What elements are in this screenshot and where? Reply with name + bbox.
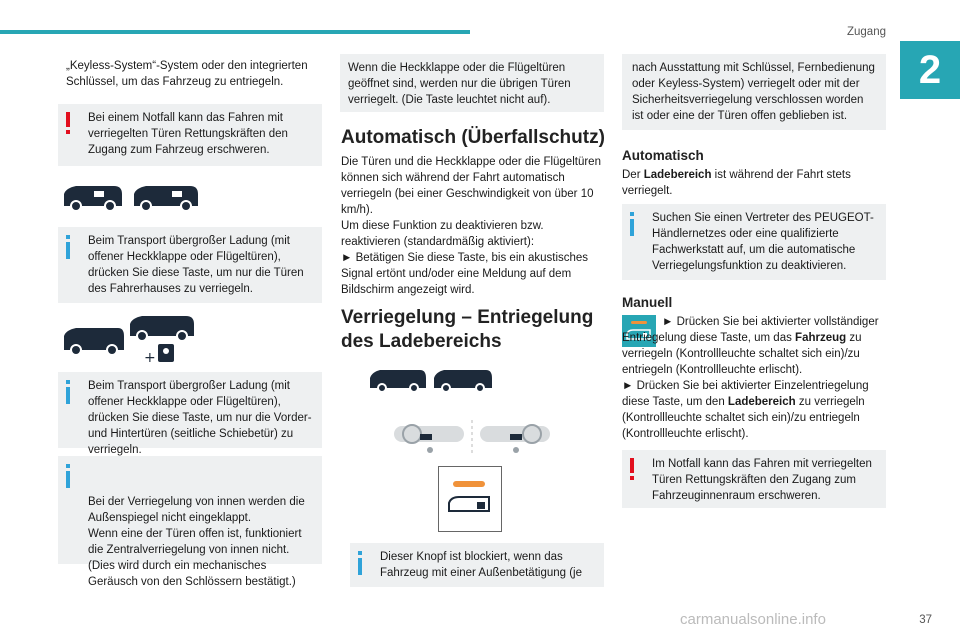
info-box-2	[58, 372, 322, 456]
warning-text: Im Notfall kann das Fahren mit verriegelten Türen Rettungskräften den Zugang zum Fahrzeuginnenraum erschweren.	[652, 458, 872, 502]
manuell-paragraph: ► Drücken Sie bei aktivierter vollständiger Entriegelung diese Taste, um das Fahrzeug zu verriegeln (Kontrollleuchte schaltet sich ein)/zu entriegeln (Kontrollleuchte erlischt). ► Drücken Sie bei aktivierter Einzelentriegelung diese Taste, um den Ladebereich zu verriegeln (Kontrollleuchte schaltet sich ein)/zu entriegeln (Kontrollleuchte erlischt).	[622, 316, 879, 440]
info-text: Beim Transport übergroßer Ladung (mit offener Heckklappe oder Flügeltüren), drücken Sie diese Taste, um nur die Vorder- und Hintertüren (seitliche Schiebetür) zu verriegeln.	[88, 380, 312, 456]
add-lock-icon	[144, 344, 174, 364]
svg-text:+: +	[144, 350, 156, 364]
info-box-peugeot	[622, 204, 886, 280]
note-box	[340, 54, 604, 112]
info-icon	[64, 464, 72, 488]
info-icon	[628, 212, 636, 236]
steering-wheel-icon	[394, 425, 464, 443]
heading-cargo-lock-2: des Ladebereichs	[341, 331, 502, 352]
info-icon	[64, 380, 72, 404]
page-number: 37	[919, 614, 932, 626]
warning-icon	[64, 112, 72, 136]
info-text: Dieser Knopf ist blockiert, wenn das Fahrzeug mit einer Außenbetätigung (je	[380, 551, 583, 579]
col1-paragraph: „Keyless-System“-System oder den integrierten Schlüssel, um das Fahrzeug zu entriegeln.	[66, 60, 308, 88]
van-icons-row-2	[62, 314, 212, 364]
info-box-knopf	[350, 543, 604, 587]
heading-auto-lock: Automatisch (Überfallschutz)	[341, 127, 605, 148]
warning-text: Bei einem Notfall kann das Fahren mit verriegelten Türen Rettungskräften den Zugang zum Fahrzeug erschweren.	[88, 112, 288, 156]
dashboard-position-diagram	[390, 420, 560, 456]
info-box-1	[58, 227, 322, 303]
van-icons-row-3	[368, 366, 498, 396]
automatisch-paragraph: Der Ladebereich ist während der Fahrt stets verriegelt.	[622, 169, 851, 197]
continued-text: nach Ausstattung mit Schlüssel, Fernbedienung oder Keyless-System) verriegelt oder mit der Sicherheitsverriegelung verschlossen worden ist oder eine der Türen offen geblieben ist.	[632, 62, 875, 122]
warning-box-1	[58, 104, 322, 166]
van-icon	[370, 370, 492, 388]
heading-automatisch: Automatisch	[622, 148, 704, 163]
info-icon	[356, 551, 364, 575]
info-text: Bei der Verriegelung von innen werden die Außenspiegel nicht eingeklappt. Wenn eine der Türen offen ist, funktioniert die Zentralverriegelung von innen nicht. (Dies wird durch ein mechanisches Geräusch von den Schlössern bestätigt.)	[88, 496, 305, 588]
note-text: Wenn die Heckklappe oder die Flügeltüren geöffnet sind, werden nur die übrigen Türen verriegelt. (Die Taste leuchtet nicht auf).	[348, 62, 571, 106]
van-icons-row-1	[62, 178, 212, 214]
chapter-number: 2	[900, 41, 960, 99]
warning-box-2	[622, 450, 886, 508]
auto-lock-paragraph: Die Türen und die Heckklappe oder die Flügeltüren können sich während der Fahrt automatisch verriegeln (bei einer Geschwindigkeit von über 10 km/h). Um diese Funktion zu deaktivieren bzw. reaktivieren (standardmäßig aktiviert): ► Betätigen Sie diese Taste, bis ein akustisches Signal ertönt und/oder eine Meldung auf dem Bildschirm angezeigt wird.	[341, 156, 601, 296]
header-accent-bar	[0, 30, 470, 34]
cargo-lock-button	[438, 466, 502, 532]
heading-cargo-lock-1: Verriegelung – Entriegelung	[341, 307, 594, 328]
lock-button-icon	[439, 467, 501, 531]
heading-manuell: Manuell	[622, 295, 673, 310]
info-box-3	[58, 456, 322, 588]
section-title: Zugang	[846, 26, 886, 38]
info-text: Beim Transport übergroßer Ladung (mit offener Heckklappe oder Flügeltüren), drücken Sie diese Taste, um nur die Türen des Fahrerhauses zu verriegeln.	[88, 235, 304, 295]
warning-icon	[628, 458, 636, 482]
continued-box	[622, 54, 886, 130]
steering-wheel-icon	[480, 425, 550, 443]
info-text: Suchen Sie einen Vertreter des PEUGEOT-Händlernetzes oder eine qualifizierte Fachwerkstatt auf, um die automatische Verriegelungsfunktion zu deaktivieren.	[652, 212, 874, 272]
watermark: carmanualsonline.info	[680, 611, 826, 628]
info-icon	[64, 235, 72, 259]
